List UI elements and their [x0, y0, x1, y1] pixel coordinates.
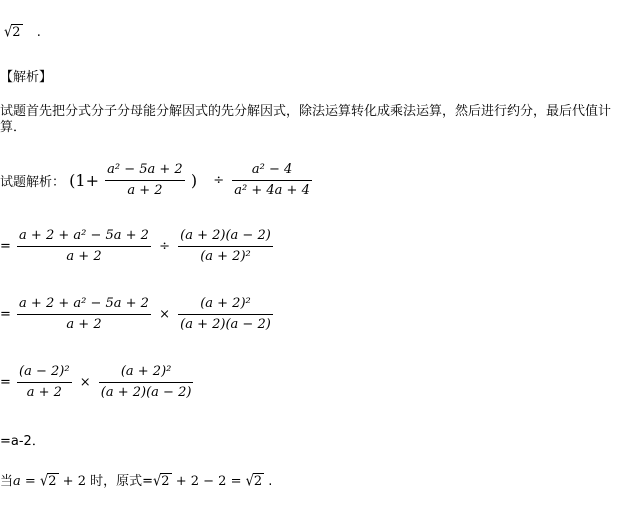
- solution-step-2: [0, 294, 275, 335]
- fraction-2: [232, 160, 312, 201]
- multiply-operator: ×: [79, 375, 91, 390]
- equals-sign: =: [20, 474, 40, 489]
- fraction-1: [17, 362, 72, 403]
- fraction-1: [105, 160, 185, 201]
- sqrt-answer: √2: [4, 23, 21, 42]
- analysis-heading: 【解析】: [0, 70, 53, 85]
- fraction-denominator: a + 2: [127, 183, 163, 198]
- solution-step-3: [0, 362, 195, 403]
- answer-period: .: [36, 25, 41, 40]
- equals-sign: =: [0, 375, 11, 390]
- solution-step-1: [0, 226, 275, 267]
- fraction-denominator: (a + 2)(a − 2): [100, 385, 192, 400]
- fraction-numerator: (a + 2)²: [99, 362, 194, 383]
- fraction-1: [17, 226, 151, 267]
- divide-operator: ÷: [159, 239, 170, 254]
- fraction-numerator: a² − 4: [232, 160, 312, 181]
- divide-operator: ÷: [213, 173, 225, 188]
- variable-a: a: [13, 474, 21, 489]
- answer-line: [4, 24, 41, 40]
- sqrt-1: √2: [39, 472, 57, 491]
- sqrt-2: √2: [153, 472, 170, 491]
- solution-final: [0, 470, 272, 489]
- equals-sign: =: [0, 239, 11, 254]
- analysis-text: 试题首先把分式分子分母能分解因式的先分解因式，除法运算转化成乘法运算，然后进行约分，最后代值计算．: [0, 104, 612, 135]
- plus-two: + 2: [58, 474, 86, 489]
- open-paren: (1+: [69, 171, 99, 190]
- fraction-denominator: (a + 2)(a − 2): [180, 317, 271, 332]
- equals-sign: =: [0, 307, 11, 322]
- fraction-numerator: (a + 2)(a − 2): [178, 226, 273, 247]
- fraction-2: [99, 362, 194, 403]
- sqrt-3: √2: [245, 472, 263, 491]
- fraction-denominator: a + 2: [66, 317, 102, 332]
- fraction-denominator: a² + 4a + 4: [234, 183, 310, 198]
- fraction-numerator: a + 2 + a² − 5a + 2: [17, 226, 151, 247]
- fraction-2: [178, 294, 273, 335]
- fraction-numerator: a² − 5a + 2: [105, 160, 185, 181]
- then-label: 时，原式=: [85, 474, 153, 489]
- fraction-2: [178, 226, 273, 267]
- fraction-numerator: (a + 2)²: [178, 294, 273, 315]
- solution-label: 试题解析：: [0, 175, 66, 190]
- simplify-tail: + 2 − 2 =: [171, 474, 246, 489]
- multiply-operator: ×: [159, 307, 170, 322]
- solution-step-0: [0, 160, 314, 201]
- when-label: 当: [0, 474, 14, 489]
- solution-result: =a-2．: [0, 434, 45, 449]
- fraction-denominator: a + 2: [26, 385, 62, 400]
- close-paren: ): [190, 171, 198, 190]
- fraction-denominator: a + 2: [66, 249, 102, 264]
- fraction-numerator: a + 2 + a² − 5a + 2: [17, 294, 151, 315]
- fraction-1: [17, 294, 151, 335]
- fraction-denominator: (a + 2)²: [200, 249, 251, 264]
- fraction-numerator: (a − 2)²: [17, 362, 72, 383]
- final-period: .: [264, 474, 273, 489]
